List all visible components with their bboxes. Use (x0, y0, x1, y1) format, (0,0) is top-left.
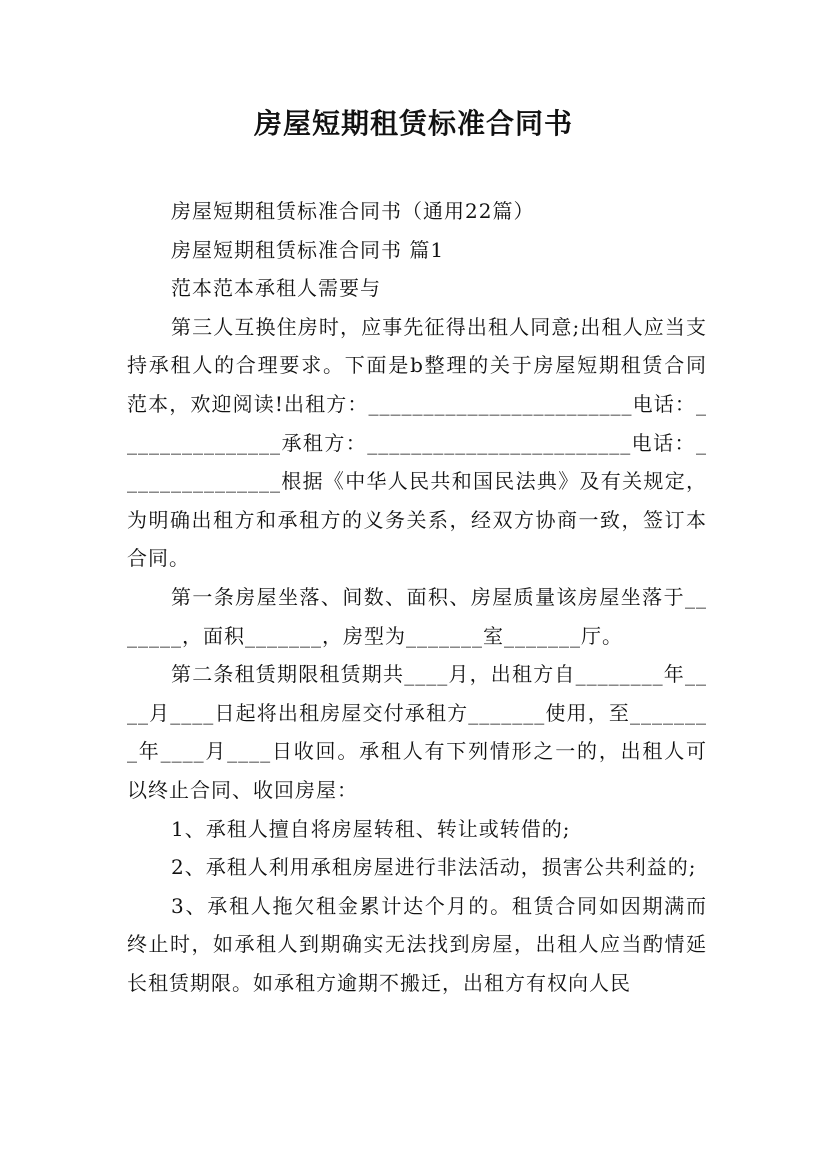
paragraph-article-1: 第一条房屋坐落、间数、面积、房屋质量该房屋坐落于_______，面积_______，房型为_______室_______厅。 (127, 584, 707, 648)
document-title: 房屋短期租赁标准合同书 (253, 107, 573, 140)
paragraph-intro: 范本范本承租人需要与 (171, 276, 381, 301)
paragraph-section-heading: 房屋短期租赁标准合同书 篇1 (171, 237, 445, 262)
paragraph-clause-2: 2、承租人利用承租房屋进行非法活动，损害公共利益的; (171, 855, 697, 880)
document-body (127, 192, 707, 1002)
paragraph-clause-1: 1、承租人擅自将房屋转租、转让或转借的; (171, 816, 571, 841)
paragraph-clause-3: 3、承租人拖欠租金累计达个月的。租赁合同如因期满而终止时，如承租人到期确实无法找到房屋，出租人应当酌情延长租赁期限。如承租方逾期不搬迁，出租方有权向人民 (127, 893, 707, 995)
paragraph-subtitle: 房屋短期租赁标准合同书（通用22篇） (171, 199, 535, 223)
paragraph-parties: 第三人互换住房时，应事先征得出租人同意;出租人应当支持承租人的合理要求。下面是b整理的关于房屋短期租赁合同范本，欢迎阅读!出租方：________________________电话：_______________承租方：________________________电话：_______________根据《中华人民共和国民法典》及有关规定，为明确出租方和承租方的义务关系，经双方协商一致，签订本合同。 (127, 314, 707, 571)
paragraph-article-2: 第二条租赁期限租赁期共____月，出租方自________年____月____日起将出租房屋交付承租方_______使用，至________年____月____日收回。承租人有下列情形之一的，出租人可以终止合同、收回房屋： (127, 662, 707, 802)
